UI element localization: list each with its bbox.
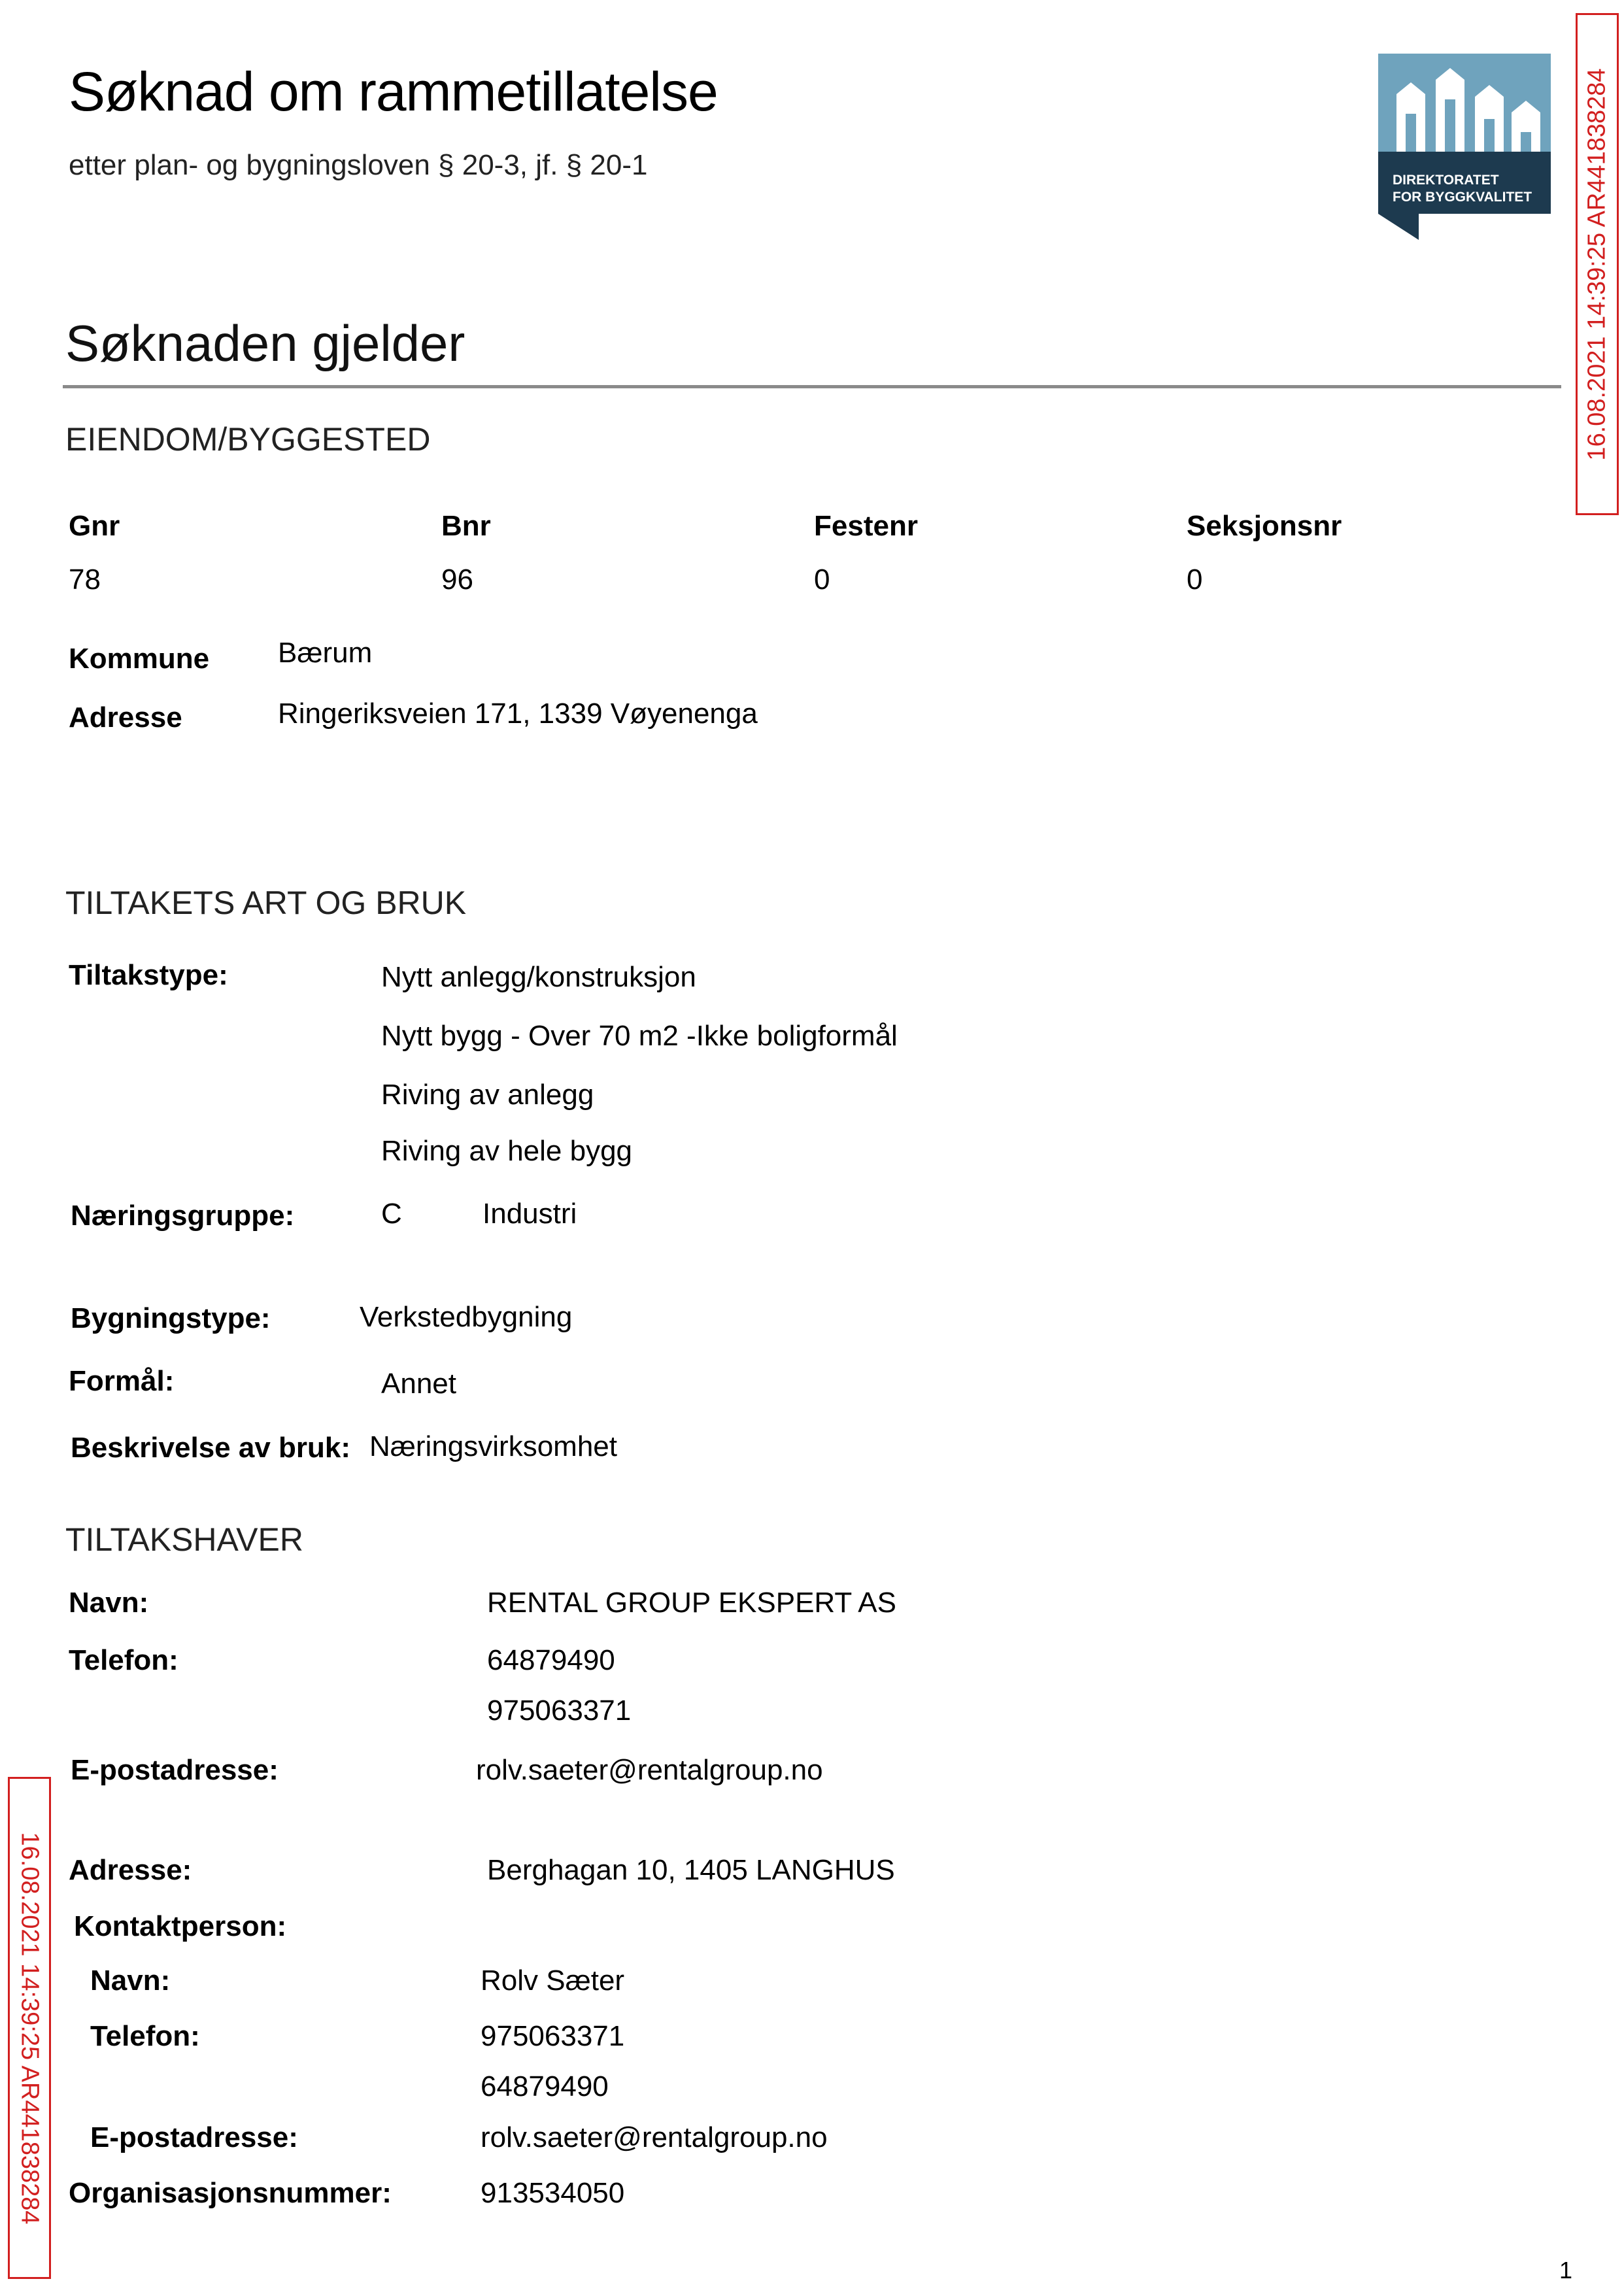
tiltakstype-label: Tiltakstype: [69,959,228,991]
naeringsgruppe-code: C [381,1198,402,1230]
kontaktperson-telefon-value: 975063371 [481,2020,625,2052]
epost-value: rolv.saeter@rentalgroup.no [476,1754,823,1786]
navn-value: RENTAL GROUP EKSPERT AS [487,1587,896,1619]
gnr-value: 78 [69,564,101,596]
stamp-text: 16.08.2021 14:39:25 AR441838284 [1583,67,1611,461]
tiltakstype-item: Nytt bygg - Over 70 m2 -Ikke boligformål [381,1020,898,1052]
tiltakstype-item: Nytt anlegg/konstruksjon [381,961,696,993]
festenr-value: 0 [814,564,830,596]
organisasjonsnummer-value: 913534050 [481,2177,625,2209]
beskrivelse-label: Beskrivelse av bruk: [71,1432,351,1464]
seksjonsnr-value: 0 [1187,564,1203,596]
logo-text-2: FOR BYGGKVALITET [1393,190,1532,205]
gnr-label: Gnr [69,510,120,542]
bygningstype-value: Verkstedbygning [360,1301,573,1333]
kontaktperson-navn-value: Rolv Sæter [481,1965,625,1997]
telefon-label: Telefon: [69,1644,178,1676]
page-number: 1 [1559,2257,1573,2284]
adresse-value: Ringeriksveien 171, 1339 Vøyenenga [278,698,758,730]
received-stamp-top [1576,13,1619,515]
tiltak-heading: TILTAKETS ART OG BRUK [65,885,467,921]
festenr-label: Festenr [814,510,918,542]
stamp-text: 16.08.2021 14:39:25 AR441838284 [16,1831,44,2225]
bnr-value: 96 [441,564,473,596]
logo-text-1: DIREKTORATET [1393,173,1499,188]
kontaktperson-label: Kontaktperson: [74,1910,287,1942]
kontaktperson-navn-label: Navn: [90,1965,171,1997]
naeringsgruppe-value: Industri [482,1198,577,1230]
kontaktperson-epost-label: E-postadresse: [90,2121,298,2153]
telefon-value: 64879490 [487,1644,615,1676]
formal-label: Formål: [69,1365,175,1397]
tiltakstype-item: Riving av hele bygg [381,1135,633,1167]
section-divider [63,385,1561,388]
document-subtitle: etter plan- og bygningsloven § 20-3, jf. § 20-1 [69,149,648,181]
kontaktperson-epost-value: rolv.saeter@rentalgroup.no [481,2121,828,2153]
tiltakshaver-adresse-value: Berghagan 10, 1405 LANGHUS [487,1854,895,1886]
dibk-logo-icon [1378,54,1551,240]
section-heading-soknaden: Søknaden gjelder [65,314,465,372]
beskrivelse-value: Næringsvirksomhet [369,1430,617,1462]
received-stamp-bottom [8,1777,51,2279]
kommune-label: Kommune [69,643,210,675]
tiltakstype-item: Riving av anlegg [381,1079,594,1111]
kontaktperson-telefon-label: Telefon: [90,2020,200,2052]
organisasjonsnummer-label: Organisasjonsnummer: [69,2177,392,2209]
bygningstype-label: Bygningstype: [71,1302,271,1334]
kommune-value: Bærum [278,637,373,669]
navn-label: Navn: [69,1587,149,1619]
formal-value: Annet [381,1368,456,1400]
telefon-value: 975063371 [487,1695,632,1727]
kontaktperson-telefon-value: 64879490 [481,2070,609,2102]
document-title: Søknad om rammetillatelse [69,61,718,122]
bnr-label: Bnr [441,510,491,542]
seksjonsnr-label: Seksjonsnr [1187,510,1342,542]
adresse-label: Adresse [69,701,182,734]
naeringsgruppe-label: Næringsgruppe: [71,1200,295,1232]
tiltakshaver-heading: TILTAKSHAVER [65,1521,303,1558]
tiltakshaver-adresse-label: Adresse: [69,1854,192,1886]
epost-label: E-postadresse: [71,1754,279,1786]
eiendom-heading: EIENDOM/BYGGESTED [65,421,431,458]
